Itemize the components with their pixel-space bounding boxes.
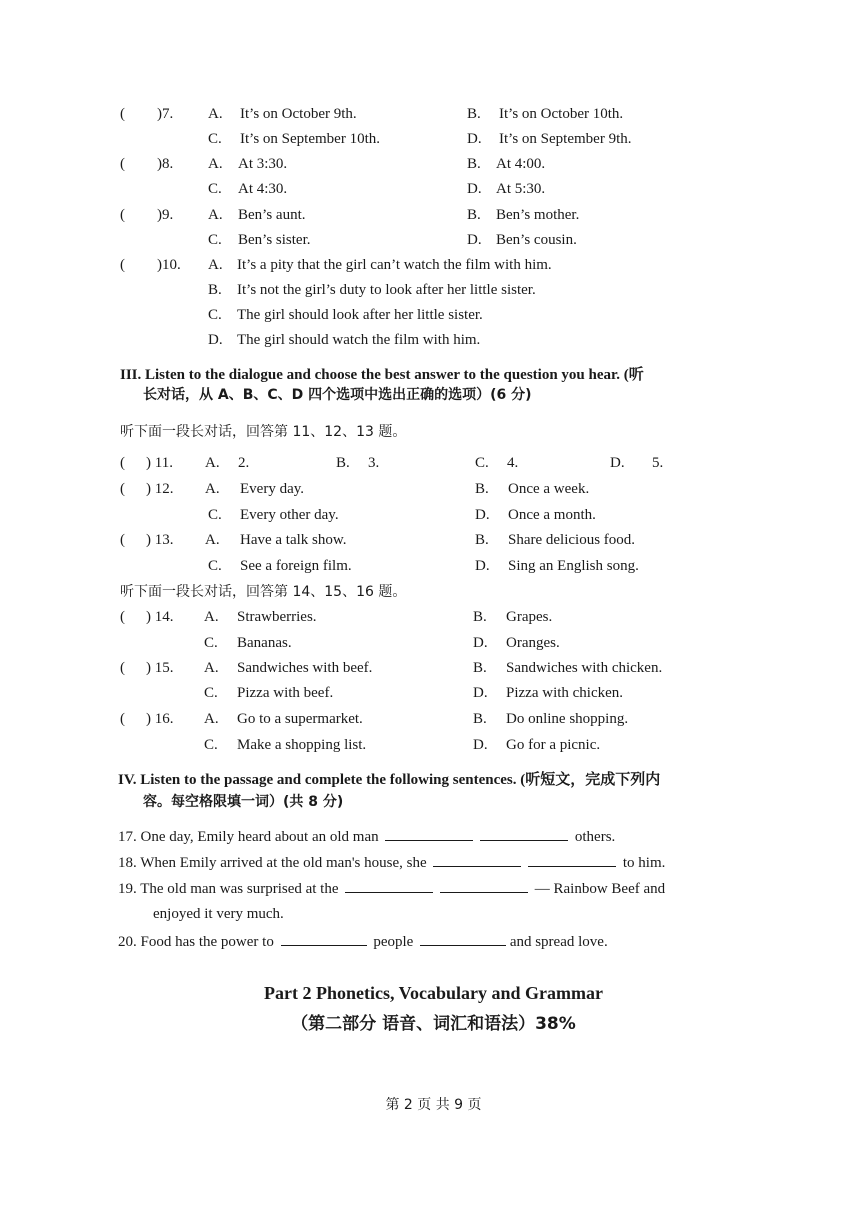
q14-bracket: ( xyxy=(120,609,125,625)
section-3-heading-cont: 长对话，从 A、B、C、D 四个选项中选出正确的选项）(6 分) xyxy=(143,387,532,403)
q7-number: )7. xyxy=(157,106,174,122)
q13-option-b: Share delicious food. xyxy=(508,532,636,548)
q10-option-c: The girl should look after her little sister. xyxy=(237,307,483,323)
q14-option-d: Oranges. xyxy=(506,635,560,651)
sentence-20-end: and spread love. xyxy=(509,934,608,950)
q14-option-c: Bananas. xyxy=(237,635,292,651)
sentence-18-blank-1[interactable] xyxy=(433,852,521,867)
q12-option-c: Every other day. xyxy=(240,507,339,523)
q9-option-c-letter: C. xyxy=(208,232,222,248)
q14-option-a-letter: A. xyxy=(204,609,219,625)
q9-number: )9. xyxy=(157,207,174,223)
q10-option-d-letter: D. xyxy=(208,332,223,348)
section-3-heading: III. Listen to the dialogue and choose the best answer to the question you hear. (听 xyxy=(120,367,644,383)
sentence-19-text: 19. The old man was surprised at the xyxy=(118,881,339,897)
q15-option-b: Sandwiches with chicken. xyxy=(506,660,663,676)
q12-option-a-letter: A. xyxy=(205,481,220,497)
q16-option-a: Go to a supermarket. xyxy=(237,711,363,727)
q14-option-c-letter: C. xyxy=(204,635,218,651)
part-2-subtitle: （第二部分 语音、词汇和语法）38% xyxy=(291,1014,576,1034)
q12-number: ) 12. xyxy=(146,481,174,497)
q12-option-a: Every day. xyxy=(240,481,304,497)
q10-option-c-letter: C. xyxy=(208,307,222,323)
q12-option-d: Once a month. xyxy=(508,507,596,523)
q10-option-a: It’s a pity that the girl can’t watch the film with him. xyxy=(237,257,552,273)
q8-number: )8. xyxy=(157,156,174,172)
q11-option-a: 2. xyxy=(238,455,250,471)
q8-option-a: At 3:30. xyxy=(238,156,288,172)
q15-bracket: ( xyxy=(120,660,125,676)
q7-bracket: ( xyxy=(120,106,125,122)
q13-bracket: ( xyxy=(120,532,125,548)
dialog-1-intro: 听下面一段长对话，回答第 11、12、13 题。 xyxy=(120,424,407,440)
q9-bracket: ( xyxy=(120,207,125,223)
q14-number: ) 14. xyxy=(146,609,174,625)
q10-option-a-letter: A. xyxy=(208,257,223,273)
q16-bracket: ( xyxy=(120,711,125,727)
sentence-20-blank-1[interactable] xyxy=(281,931,367,946)
q16-option-b-letter: B. xyxy=(473,711,487,727)
q15-option-a: Sandwiches with beef. xyxy=(237,660,373,676)
q9-option-d-letter: D. xyxy=(467,232,482,248)
q13-option-a-letter: A. xyxy=(205,532,220,548)
q10-number: )10. xyxy=(157,257,181,273)
q16-option-d-letter: D. xyxy=(473,737,488,753)
sentence-18-text: 18. When Emily arrived at the old man's house, she xyxy=(118,855,427,871)
sentence-17-blank-2[interactable] xyxy=(480,826,568,841)
q13-option-b-letter: B. xyxy=(475,532,489,548)
q16-option-b: Do online shopping. xyxy=(506,711,629,727)
q7-option-b: It’s on October 10th. xyxy=(499,106,624,122)
q11-option-c: 4. xyxy=(507,455,519,471)
q12-option-c-letter: C. xyxy=(208,507,222,523)
sentence-19-blank-1[interactable] xyxy=(345,878,433,893)
q7-option-a-letter: A. xyxy=(208,106,223,122)
section-4-heading: IV. Listen to the passage and complete the following sentences. (听短文，完成下列内 xyxy=(118,772,661,788)
q7-option-d-letter: D. xyxy=(467,131,482,147)
q10-option-b: It’s not the girl’s duty to look after her little sister. xyxy=(237,282,536,298)
dialog-2-intro: 听下面一段长对话，回答第 14、15、16 题。 xyxy=(120,584,407,600)
q9-option-a: Ben’s aunt. xyxy=(238,207,306,223)
sentence-18-end: to him. xyxy=(622,855,666,871)
sentence-19 xyxy=(118,878,665,899)
q8-option-d: At 5:30. xyxy=(496,181,546,197)
q12-bracket: ( xyxy=(120,481,125,497)
q13-option-c-letter: C. xyxy=(208,558,222,574)
q9-option-c: Ben’s sister. xyxy=(238,232,311,248)
q7-option-a: It’s on October 9th. xyxy=(240,106,357,122)
q10-bracket: ( xyxy=(120,257,125,273)
q15-option-a-letter: A. xyxy=(204,660,219,676)
q16-option-d: Go for a picnic. xyxy=(506,737,601,753)
q9-option-a-letter: A. xyxy=(208,207,223,223)
q12-option-b: Once a week. xyxy=(508,481,590,497)
q8-option-b-letter: B. xyxy=(467,156,481,172)
q16-option-c: Make a shopping list. xyxy=(237,737,367,753)
section-4-heading-cont: 容。每空格限填一词）(共 8 分) xyxy=(143,794,344,810)
q8-option-a-letter: A. xyxy=(208,156,223,172)
q8-option-d-letter: D. xyxy=(467,181,482,197)
q16-option-a-letter: A. xyxy=(204,711,219,727)
sentence-19-end: — Rainbow Beef and xyxy=(534,881,666,897)
q10-option-d: The girl should watch the film with him. xyxy=(237,332,481,348)
q15-option-d: Pizza with chicken. xyxy=(506,685,624,701)
sentence-20 xyxy=(118,931,608,952)
q14-option-b-letter: B. xyxy=(473,609,487,625)
q13-option-c: See a foreign film. xyxy=(240,558,352,574)
q14-option-b: Grapes. xyxy=(506,609,553,625)
q11-option-d-letter: D. xyxy=(610,455,625,471)
q15-option-b-letter: B. xyxy=(473,660,487,676)
q11-option-c-letter: C. xyxy=(475,455,489,471)
sentence-19-cont: enjoyed it very much. xyxy=(153,906,284,922)
q15-number: ) 15. xyxy=(146,660,174,676)
q13-number: ) 13. xyxy=(146,532,174,548)
q8-bracket: ( xyxy=(120,156,125,172)
sentence-17-text: 17. One day, Emily heard about an old man xyxy=(118,829,379,845)
sentence-20-blank-2[interactable] xyxy=(420,931,506,946)
sentence-17-end: others. xyxy=(574,829,616,845)
q8-option-b: At 4:00. xyxy=(496,156,546,172)
q11-bracket: ( xyxy=(120,455,125,471)
q15-option-c: Pizza with beef. xyxy=(237,685,334,701)
sentence-20-mid: people xyxy=(373,934,414,950)
q10-option-b-letter: B. xyxy=(208,282,222,298)
q7-option-b-letter: B. xyxy=(467,106,481,122)
q15-option-d-letter: D. xyxy=(473,685,488,701)
q11-option-d: 5. xyxy=(652,455,664,471)
q9-option-d: Ben’s cousin. xyxy=(496,232,577,248)
q16-option-c-letter: C. xyxy=(204,737,218,753)
q13-option-d-letter: D. xyxy=(475,558,490,574)
q16-number: ) 16. xyxy=(146,711,174,727)
q9-option-b-letter: B. xyxy=(467,207,481,223)
q7-option-c: It’s on September 10th. xyxy=(240,131,380,147)
q9-option-b: Ben’s mother. xyxy=(496,207,580,223)
sentence-18-blank-2[interactable] xyxy=(528,852,616,867)
q15-option-c-letter: C. xyxy=(204,685,218,701)
q7-option-d: It’s on September 9th. xyxy=(499,131,632,147)
q8-option-c-letter: C. xyxy=(208,181,222,197)
sentence-17-blank-1[interactable] xyxy=(385,826,473,841)
sentence-20-text: 20. Food has the power to xyxy=(118,934,274,950)
q13-option-d: Sing an English song. xyxy=(508,558,639,574)
sentence-18 xyxy=(118,852,665,873)
q11-option-a-letter: A. xyxy=(205,455,220,471)
q11-number: ) 11. xyxy=(146,455,173,471)
q14-option-a: Strawberries. xyxy=(237,609,317,625)
q12-option-d-letter: D. xyxy=(475,507,490,523)
q8-option-c: At 4:30. xyxy=(238,181,288,197)
q13-option-a: Have a talk show. xyxy=(240,532,347,548)
q11-option-b: 3. xyxy=(368,455,380,471)
sentence-17 xyxy=(118,826,615,847)
page-number: 第 2 页 共 9 页 xyxy=(385,1097,482,1113)
sentence-19-blank-2[interactable] xyxy=(440,878,528,893)
q14-option-d-letter: D. xyxy=(473,635,488,651)
q11-option-b-letter: B. xyxy=(336,455,350,471)
q7-option-c-letter: C. xyxy=(208,131,222,147)
part-2-title: Part 2 Phonetics, Vocabulary and Grammar xyxy=(264,983,603,1003)
q12-option-b-letter: B. xyxy=(475,481,489,497)
